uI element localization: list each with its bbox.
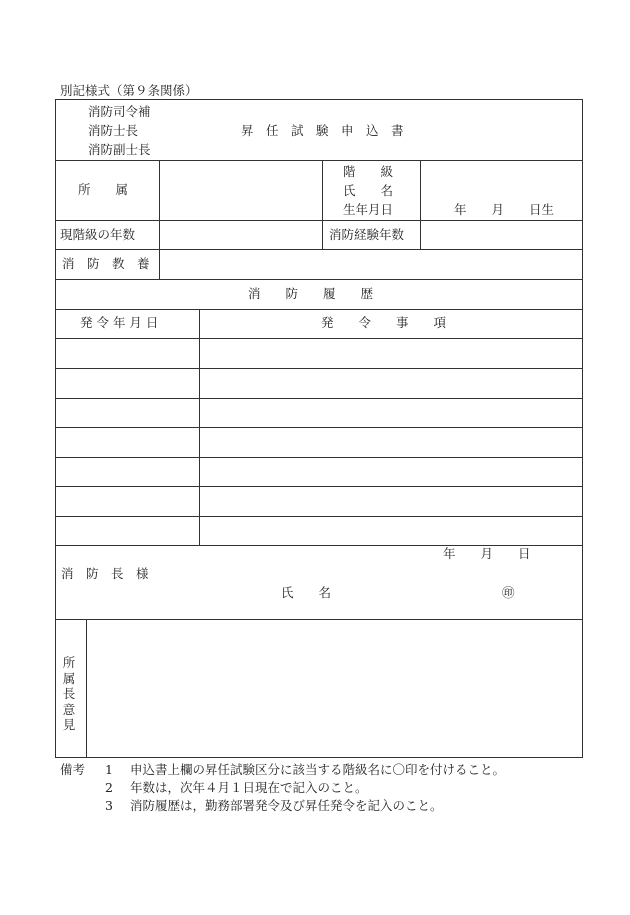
note-text: 消防履歴は，勤務部署発令及び昇任発令を記入のこと。	[130, 798, 443, 813]
row-divider	[55, 368, 583, 369]
rank-label: 階 級	[343, 164, 394, 179]
birthdate-value: 年 月 日生	[454, 202, 555, 217]
fire-history-heading: 消 防 履 歴	[248, 286, 374, 301]
addressee: 消 防 長 様	[61, 566, 149, 581]
rank-option-1[interactable]: 消防司令補	[88, 104, 151, 119]
rank-option-2[interactable]: 消防士長	[88, 123, 139, 138]
seal-mark-icon: ㊞	[502, 585, 515, 600]
row-divider	[55, 160, 583, 161]
application-form-table	[55, 99, 583, 758]
note-text: 年数は，次年４月１日現在で記入のこと。	[130, 780, 368, 795]
row-divider	[55, 516, 583, 517]
application-date: 年 月 日	[443, 546, 531, 561]
signer-name-label: 氏 名	[281, 585, 332, 600]
years-in-rank-label: 現階級の年数	[60, 227, 136, 242]
col-divider	[322, 160, 323, 249]
row-divider	[55, 279, 583, 280]
affiliation-label: 所 属	[78, 182, 129, 197]
fire-training-label: 消 防 教 養	[62, 256, 150, 271]
note-number: 1	[105, 762, 113, 777]
order-item-header: 発 令 事 項	[321, 315, 447, 330]
birthdate-label: 生年月日	[343, 202, 394, 217]
row-divider	[55, 427, 583, 428]
row-divider	[55, 220, 583, 221]
order-date-header: 発 令 年 月 日	[80, 315, 159, 330]
name-label: 氏 名	[343, 183, 394, 198]
supervisor-opinion-label: 所属長意見	[62, 655, 76, 732]
col-divider	[199, 309, 200, 545]
rank-option-3[interactable]: 消防副士長	[88, 142, 151, 157]
note-number: 3	[105, 798, 113, 813]
col-divider	[159, 160, 160, 279]
note-number: 2	[105, 780, 113, 795]
notes-label: 備考	[60, 762, 86, 777]
fire-experience-label: 消防経験年数	[329, 227, 405, 242]
row-divider	[55, 398, 583, 399]
row-divider	[55, 486, 583, 487]
row-divider	[55, 309, 583, 310]
row-divider	[55, 619, 583, 620]
row-divider	[55, 338, 583, 339]
col-divider	[86, 619, 87, 758]
form-caption: 別記様式（第９条関係）	[60, 83, 198, 98]
row-divider	[55, 249, 583, 250]
row-divider	[55, 457, 583, 458]
form-title: 昇 任 試 験 申 込 書	[241, 123, 404, 138]
note-text: 申込書上欄の昇任試験区分に該当する階級名に〇印を付けること。	[130, 762, 506, 777]
col-divider	[420, 160, 421, 249]
